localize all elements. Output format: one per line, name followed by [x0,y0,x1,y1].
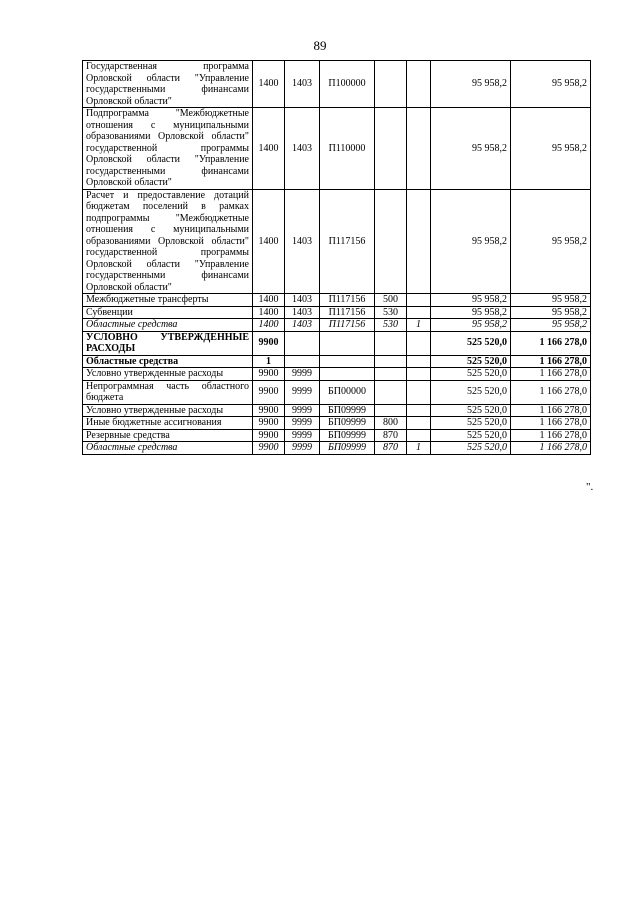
expense-type-code-cell [375,108,407,190]
row-name-cell: Субвенции [83,306,253,319]
section-code-cell: 9900 [253,442,285,455]
row-name-cell: Иные бюджетные ассигнования [83,417,253,430]
amount-year-2-cell: 1 166 278,0 [511,429,591,442]
amount-year-1-cell: 525 520,0 [431,331,511,355]
section-code-cell: 9900 [253,331,285,355]
target-article-code-cell: БП09999 [320,417,375,430]
target-article-code-cell: П100000 [320,61,375,108]
subsection-code-cell: 1403 [285,306,320,319]
row-name-cell: Подпрограмма "Межбюджетные отношения с муниципальными образованиями Орловской области" государственной программы Орловской области "Управление государственными финансами Орловской области" [83,108,253,190]
expense-type-code-cell: 500 [375,294,407,307]
section-code-cell: 9900 [253,380,285,404]
section-code-cell: 1400 [253,108,285,190]
subsection-code-cell: 9999 [285,404,320,417]
section-code-cell: 1400 [253,294,285,307]
source-code-cell [407,404,431,417]
table-row [83,380,591,404]
expense-type-code-cell [375,189,407,294]
row-name-cell: Резервные средства [83,429,253,442]
amount-year-2-cell: 95 958,2 [511,189,591,294]
table-row [83,189,591,294]
source-code-cell [407,368,431,381]
table-row [83,355,591,368]
expense-type-code-cell: 870 [375,429,407,442]
section-code-cell: 9900 [253,417,285,430]
expense-type-code-cell [375,331,407,355]
row-name-cell: Областные средства [83,319,253,332]
amount-year-1-cell: 525 520,0 [431,380,511,404]
source-code-cell [407,61,431,108]
table-row [83,294,591,307]
subsection-code-cell: 1403 [285,319,320,332]
table-row [83,108,591,190]
table-row [83,442,591,455]
row-name-cell: УСЛОВНО УТВЕРЖДЕННЫЕ РАСХОДЫ [83,331,253,355]
source-code-cell: 1 [407,319,431,332]
row-name-cell: Областные средства [83,355,253,368]
amount-year-2-cell: 1 166 278,0 [511,331,591,355]
subsection-code-cell: 9999 [285,368,320,381]
amount-year-1-cell: 95 958,2 [431,319,511,332]
expense-type-code-cell [375,368,407,381]
section-code-cell: 1400 [253,189,285,294]
amount-year-2-cell: 1 166 278,0 [511,442,591,455]
section-code-cell: 1400 [253,319,285,332]
source-code-cell: 1 [407,442,431,455]
table-row [83,429,591,442]
amount-year-1-cell: 95 958,2 [431,306,511,319]
amount-year-2-cell: 1 166 278,0 [511,368,591,381]
page-number: 89 [313,38,327,53]
table-body [83,61,591,455]
target-article-code-cell: П110000 [320,108,375,190]
section-code-cell: 1 [253,355,285,368]
subsection-code-cell: 9999 [285,380,320,404]
subsection-code-cell: 1403 [285,189,320,294]
section-code-cell: 9900 [253,429,285,442]
expense-type-code-cell: 870 [375,442,407,455]
source-code-cell [407,189,431,294]
table-row [83,331,591,355]
source-code-cell [407,306,431,319]
expense-type-code-cell: 530 [375,319,407,332]
target-article-code-cell: П117156 [320,306,375,319]
amount-year-2-cell: 1 166 278,0 [511,417,591,430]
row-name-cell: Расчет и предоставление дотаций бюджетам поселений в рамках подпрограммы "Межбюджетные отношения с муниципальными образованиями Орловской области" государственной программы Орловской области "Управление государственными финансами Орловской области" [83,189,253,294]
section-code-cell: 9900 [253,368,285,381]
row-name-cell: Областные средства [83,442,253,455]
table-row [83,368,591,381]
row-name-cell: Непрограммная часть областного бюджета [83,380,253,404]
table-row [83,319,591,332]
subsection-code-cell: 1403 [285,61,320,108]
row-name-cell: Условно утвержденные расходы [83,368,253,381]
expense-type-code-cell [375,61,407,108]
target-article-code-cell: П117156 [320,294,375,307]
subsection-code-cell: 9999 [285,429,320,442]
closing-quote-mark: ". [586,481,594,493]
amount-year-2-cell: 1 166 278,0 [511,380,591,404]
amount-year-1-cell: 525 520,0 [431,404,511,417]
amount-year-2-cell: 95 958,2 [511,108,591,190]
amount-year-1-cell: 525 520,0 [431,442,511,455]
amount-year-1-cell: 525 520,0 [431,355,511,368]
target-article-code-cell: П117156 [320,189,375,294]
amount-year-1-cell: 95 958,2 [431,61,511,108]
expense-type-code-cell [375,404,407,417]
subsection-code-cell [285,331,320,355]
amount-year-1-cell: 95 958,2 [431,108,511,190]
amount-year-2-cell: 95 958,2 [511,319,591,332]
subsection-code-cell: 1403 [285,108,320,190]
table-row [83,417,591,430]
table-row [83,306,591,319]
subsection-code-cell: 9999 [285,442,320,455]
target-article-code-cell [320,331,375,355]
amount-year-2-cell: 95 958,2 [511,61,591,108]
source-code-cell [407,108,431,190]
subsection-code-cell [285,355,320,368]
subsection-code-cell: 9999 [285,417,320,430]
table-row [83,61,591,108]
amount-year-1-cell: 525 520,0 [431,417,511,430]
amount-year-1-cell: 525 520,0 [431,368,511,381]
section-code-cell: 9900 [253,404,285,417]
row-name-cell: Условно утвержденные расходы [83,404,253,417]
section-code-cell: 1400 [253,61,285,108]
subsection-code-cell: 1403 [285,294,320,307]
amount-year-1-cell: 95 958,2 [431,189,511,294]
target-article-code-cell [320,368,375,381]
target-article-code-cell: БП09999 [320,404,375,417]
source-code-cell [407,331,431,355]
source-code-cell [407,417,431,430]
amount-year-1-cell: 525 520,0 [431,429,511,442]
target-article-code-cell [320,355,375,368]
source-code-cell [407,380,431,404]
amount-year-2-cell: 1 166 278,0 [511,404,591,417]
source-code-cell [407,294,431,307]
expense-type-code-cell: 800 [375,417,407,430]
expense-type-code-cell [375,380,407,404]
amount-year-1-cell: 95 958,2 [431,294,511,307]
table-row [83,404,591,417]
row-name-cell: Межбюджетные трансферты [83,294,253,307]
amount-year-2-cell: 95 958,2 [511,306,591,319]
row-name-cell: Государственная программа Орловской области "Управление государственными финансами Орловской области" [83,61,253,108]
section-code-cell: 1400 [253,306,285,319]
source-code-cell [407,355,431,368]
source-code-cell [407,429,431,442]
amount-year-2-cell: 1 166 278,0 [511,355,591,368]
target-article-code-cell: БП09999 [320,429,375,442]
target-article-code-cell: БП00000 [320,380,375,404]
target-article-code-cell: БП09999 [320,442,375,455]
expense-type-code-cell [375,355,407,368]
amount-year-2-cell: 95 958,2 [511,294,591,307]
target-article-code-cell: П117156 [320,319,375,332]
expense-type-code-cell: 530 [375,306,407,319]
budget-table [82,60,591,455]
